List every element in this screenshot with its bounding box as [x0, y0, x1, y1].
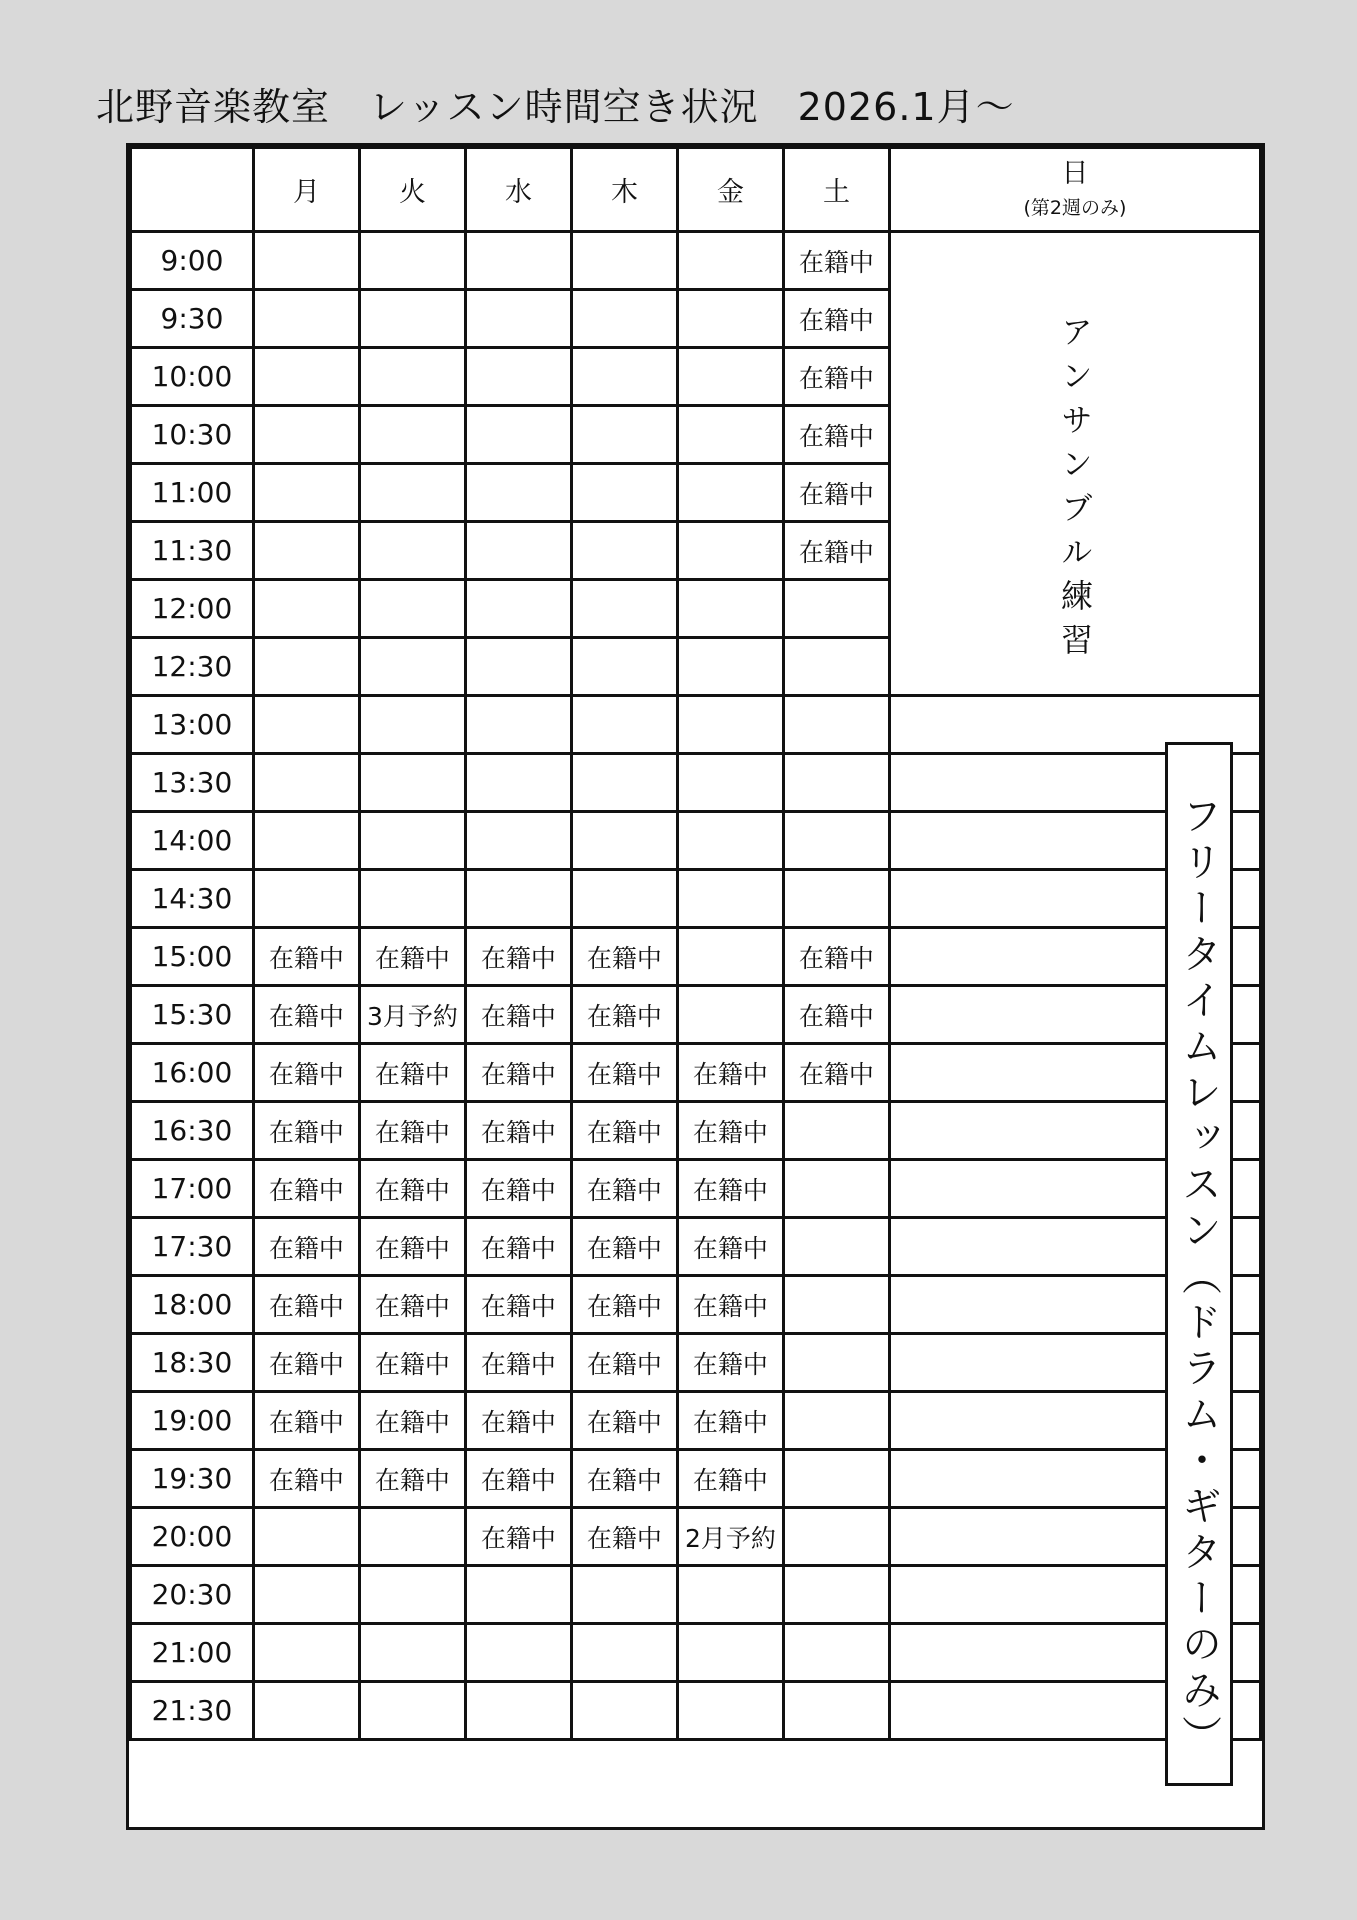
slot-cell [783, 1102, 889, 1160]
free-lesson-label: フリータイムレッスン（ドラム・ギターのみ） [1175, 795, 1222, 1761]
slot-cell [677, 522, 783, 580]
slot-cell: 在籍中 [677, 1218, 783, 1276]
slot-cell [253, 754, 359, 812]
slot-cell [465, 638, 571, 696]
slot-cell: 在籍中 [783, 348, 889, 406]
time-row [131, 1450, 1261, 1508]
time-label: 11:00 [131, 464, 254, 522]
slot-cell [359, 580, 465, 638]
time-label: 16:00 [131, 1044, 254, 1102]
slot-cell: 在籍中 [359, 1392, 465, 1450]
slot-cell: 在籍中 [465, 1334, 571, 1392]
time-label: 20:30 [131, 1566, 254, 1624]
time-label: 13:30 [131, 754, 254, 812]
time-row [131, 870, 1261, 928]
slot-cell [571, 638, 677, 696]
header-row [131, 148, 1261, 232]
slot-cell [465, 812, 571, 870]
slot-cell [783, 1508, 889, 1566]
slot-cell: 在籍中 [253, 1334, 359, 1392]
slot-cell: 在籍中 [571, 1392, 677, 1450]
slot-cell: 在籍中 [465, 1450, 571, 1508]
slot-cell [783, 1450, 889, 1508]
slot-cell [359, 522, 465, 580]
slot-cell [677, 232, 783, 290]
slot-cell [677, 1624, 783, 1682]
slot-cell: 在籍中 [253, 928, 359, 986]
slot-cell [465, 232, 571, 290]
slot-cell: 在籍中 [253, 1276, 359, 1334]
slot-cell: 在籍中 [359, 1334, 465, 1392]
slot-cell [253, 290, 359, 348]
slot-cell: 在籍中 [253, 1218, 359, 1276]
slot-cell [571, 406, 677, 464]
slot-cell: 在籍中 [677, 1450, 783, 1508]
slot-cell [359, 232, 465, 290]
slot-cell: 在籍中 [783, 1044, 889, 1102]
slot-cell [359, 1682, 465, 1740]
slot-cell: 在籍中 [783, 986, 889, 1044]
slot-cell: 在籍中 [253, 1450, 359, 1508]
slot-cell: 在籍中 [359, 928, 465, 986]
time-label: 10:00 [131, 348, 254, 406]
corner-cell [131, 148, 254, 232]
time-row [131, 696, 1261, 754]
time-label: 19:00 [131, 1392, 254, 1450]
time-row [131, 754, 1261, 812]
slot-cell [359, 696, 465, 754]
time-row [131, 1276, 1261, 1334]
day-header-sun [889, 148, 1260, 232]
slot-cell: 在籍中 [465, 1044, 571, 1102]
slot-cell [359, 1624, 465, 1682]
slot-cell: 在籍中 [253, 1160, 359, 1218]
slot-cell [677, 696, 783, 754]
time-label: 18:30 [131, 1334, 254, 1392]
slot-cell: 在籍中 [677, 1392, 783, 1450]
slot-cell: 在籍中 [783, 232, 889, 290]
slot-cell [465, 1566, 571, 1624]
time-label: 21:00 [131, 1624, 254, 1682]
time-label: 10:30 [131, 406, 254, 464]
slot-cell: 在籍中 [359, 1276, 465, 1334]
slot-cell [677, 464, 783, 522]
time-label: 14:30 [131, 870, 254, 928]
time-row [131, 1218, 1261, 1276]
time-row [131, 1508, 1261, 1566]
time-label: 13:00 [131, 696, 254, 754]
slot-cell: 在籍中 [571, 1218, 677, 1276]
slot-cell [571, 464, 677, 522]
slot-cell: 在籍中 [465, 1508, 571, 1566]
slot-cell [783, 1682, 889, 1740]
time-label: 17:30 [131, 1218, 254, 1276]
slot-cell [253, 232, 359, 290]
time-label: 19:30 [131, 1450, 254, 1508]
slot-cell: 在籍中 [359, 1160, 465, 1218]
page-title: 北野音楽教室 レッスン時間空き状況 2026.1月～ [96, 85, 1015, 129]
slot-cell [465, 870, 571, 928]
slot-cell [571, 754, 677, 812]
slot-cell [465, 464, 571, 522]
slot-cell [359, 406, 465, 464]
time-label: 14:00 [131, 812, 254, 870]
slot-cell [253, 1682, 359, 1740]
slot-cell [783, 1276, 889, 1334]
time-row [131, 1682, 1261, 1740]
slot-cell [783, 1566, 889, 1624]
time-row [131, 232, 1261, 290]
slot-cell [253, 638, 359, 696]
time-row [131, 812, 1261, 870]
slot-cell [571, 812, 677, 870]
slot-cell: 在籍中 [571, 1276, 677, 1334]
slot-cell [465, 1624, 571, 1682]
slot-cell: 在籍中 [359, 1044, 465, 1102]
slot-cell [465, 754, 571, 812]
slot-cell [783, 1334, 889, 1392]
slot-cell [465, 696, 571, 754]
slot-cell [677, 348, 783, 406]
time-label: 15:30 [131, 986, 254, 1044]
slot-cell [677, 754, 783, 812]
slot-cell [783, 1160, 889, 1218]
slot-cell: 在籍中 [465, 1102, 571, 1160]
slot-cell [253, 812, 359, 870]
ensemble-cell [889, 232, 1260, 696]
sunday-note: (第2週のみ) [1023, 196, 1127, 219]
time-label: 9:00 [131, 232, 254, 290]
slot-cell [253, 580, 359, 638]
slot-cell [677, 290, 783, 348]
time-label: 12:30 [131, 638, 254, 696]
slot-cell [783, 1218, 889, 1276]
slot-cell [359, 290, 465, 348]
slot-cell: 在籍中 [571, 1102, 677, 1160]
slot-cell: 在籍中 [571, 928, 677, 986]
slot-cell: 在籍中 [253, 1392, 359, 1450]
slot-cell: 在籍中 [465, 1218, 571, 1276]
schedule-sheet [126, 143, 1265, 1830]
day-header-tue: 火 [359, 148, 465, 232]
time-label: 17:00 [131, 1160, 254, 1218]
time-row [131, 1334, 1261, 1392]
slot-cell: 在籍中 [465, 1392, 571, 1450]
time-row [131, 1624, 1261, 1682]
time-label: 18:00 [131, 1276, 254, 1334]
slot-cell: 在籍中 [465, 928, 571, 986]
slot-cell [571, 1566, 677, 1624]
slot-cell [253, 406, 359, 464]
slot-cell [677, 870, 783, 928]
slot-cell [677, 1682, 783, 1740]
day-header-sat: 土 [783, 148, 889, 232]
slot-cell [783, 638, 889, 696]
slot-cell [359, 348, 465, 406]
slot-cell [571, 870, 677, 928]
slot-cell: 在籍中 [253, 986, 359, 1044]
slot-cell [677, 1566, 783, 1624]
slot-cell: 在籍中 [677, 1044, 783, 1102]
slot-cell: 在籍中 [359, 1450, 465, 1508]
slot-cell [571, 1624, 677, 1682]
slot-cell [783, 870, 889, 928]
slot-cell: 在籍中 [253, 1102, 359, 1160]
slot-cell [571, 348, 677, 406]
slot-cell: 在籍中 [783, 522, 889, 580]
slot-cell: 在籍中 [571, 986, 677, 1044]
slot-cell [359, 754, 465, 812]
slot-cell: 在籍中 [465, 1276, 571, 1334]
slot-cell [677, 638, 783, 696]
slot-cell [253, 870, 359, 928]
slot-cell [677, 406, 783, 464]
slot-cell [783, 754, 889, 812]
slot-cell: 在籍中 [783, 928, 889, 986]
slot-cell [253, 1624, 359, 1682]
slot-cell [465, 406, 571, 464]
ensemble-label: アンサンブル練習 [1055, 315, 1094, 667]
slot-cell [359, 812, 465, 870]
slot-cell [465, 290, 571, 348]
slot-cell [571, 290, 677, 348]
schedule-table [129, 146, 1262, 1741]
time-label: 15:00 [131, 928, 254, 986]
slot-cell: 在籍中 [359, 1102, 465, 1160]
slot-cell [253, 696, 359, 754]
slot-cell: 在籍中 [783, 464, 889, 522]
time-label: 11:30 [131, 522, 254, 580]
slot-cell: 在籍中 [783, 406, 889, 464]
day-header-mon: 月 [253, 148, 359, 232]
slot-cell: 在籍中 [465, 986, 571, 1044]
slot-cell [783, 580, 889, 638]
time-label: 9:30 [131, 290, 254, 348]
sunday-label: 日 [1061, 157, 1089, 189]
day-header-thu: 木 [571, 148, 677, 232]
time-row [131, 1160, 1261, 1218]
slot-cell [359, 1566, 465, 1624]
free-lesson-box [1165, 742, 1233, 1786]
slot-cell [465, 348, 571, 406]
slot-cell [783, 1624, 889, 1682]
slot-cell: 在籍中 [571, 1450, 677, 1508]
day-header-fri: 金 [677, 148, 783, 232]
time-label: 20:00 [131, 1508, 254, 1566]
slot-cell [465, 1682, 571, 1740]
slot-cell [677, 812, 783, 870]
slot-cell [359, 1508, 465, 1566]
slot-cell: 在籍中 [465, 1160, 571, 1218]
day-header-wed: 水 [465, 148, 571, 232]
slot-cell [571, 232, 677, 290]
slot-cell: 2月予約 [677, 1508, 783, 1566]
slot-cell [571, 696, 677, 754]
slot-cell [465, 580, 571, 638]
time-row [131, 928, 1261, 986]
slot-cell [677, 986, 783, 1044]
time-row [131, 1566, 1261, 1624]
slot-cell: 在籍中 [677, 1102, 783, 1160]
slot-cell [465, 522, 571, 580]
slot-cell [677, 580, 783, 638]
time-row [131, 1392, 1261, 1450]
slot-cell [253, 464, 359, 522]
slot-cell [783, 696, 889, 754]
slot-cell [571, 522, 677, 580]
slot-cell [253, 348, 359, 406]
slot-cell: 3月予約 [359, 986, 465, 1044]
slot-cell: 在籍中 [783, 290, 889, 348]
slot-cell: 在籍中 [571, 1334, 677, 1392]
slot-cell [571, 1682, 677, 1740]
time-row [131, 1044, 1261, 1102]
slot-cell [571, 580, 677, 638]
slot-cell [783, 812, 889, 870]
slot-cell: 在籍中 [253, 1044, 359, 1102]
slot-cell: 在籍中 [677, 1276, 783, 1334]
slot-cell [359, 638, 465, 696]
slot-cell [677, 928, 783, 986]
slot-cell: 在籍中 [571, 1044, 677, 1102]
slot-cell [253, 1508, 359, 1566]
slot-cell [783, 1392, 889, 1450]
slot-cell: 在籍中 [677, 1334, 783, 1392]
time-row [131, 1102, 1261, 1160]
slot-cell: 在籍中 [571, 1508, 677, 1566]
time-label: 21:30 [131, 1682, 254, 1740]
time-label: 12:00 [131, 580, 254, 638]
slot-cell: 在籍中 [359, 1218, 465, 1276]
slot-cell [253, 522, 359, 580]
slot-cell: 在籍中 [677, 1160, 783, 1218]
slot-cell: 在籍中 [571, 1160, 677, 1218]
slot-cell [359, 870, 465, 928]
slot-cell [359, 464, 465, 522]
time-row [131, 986, 1261, 1044]
time-label: 16:30 [131, 1102, 254, 1160]
slot-cell [253, 1566, 359, 1624]
